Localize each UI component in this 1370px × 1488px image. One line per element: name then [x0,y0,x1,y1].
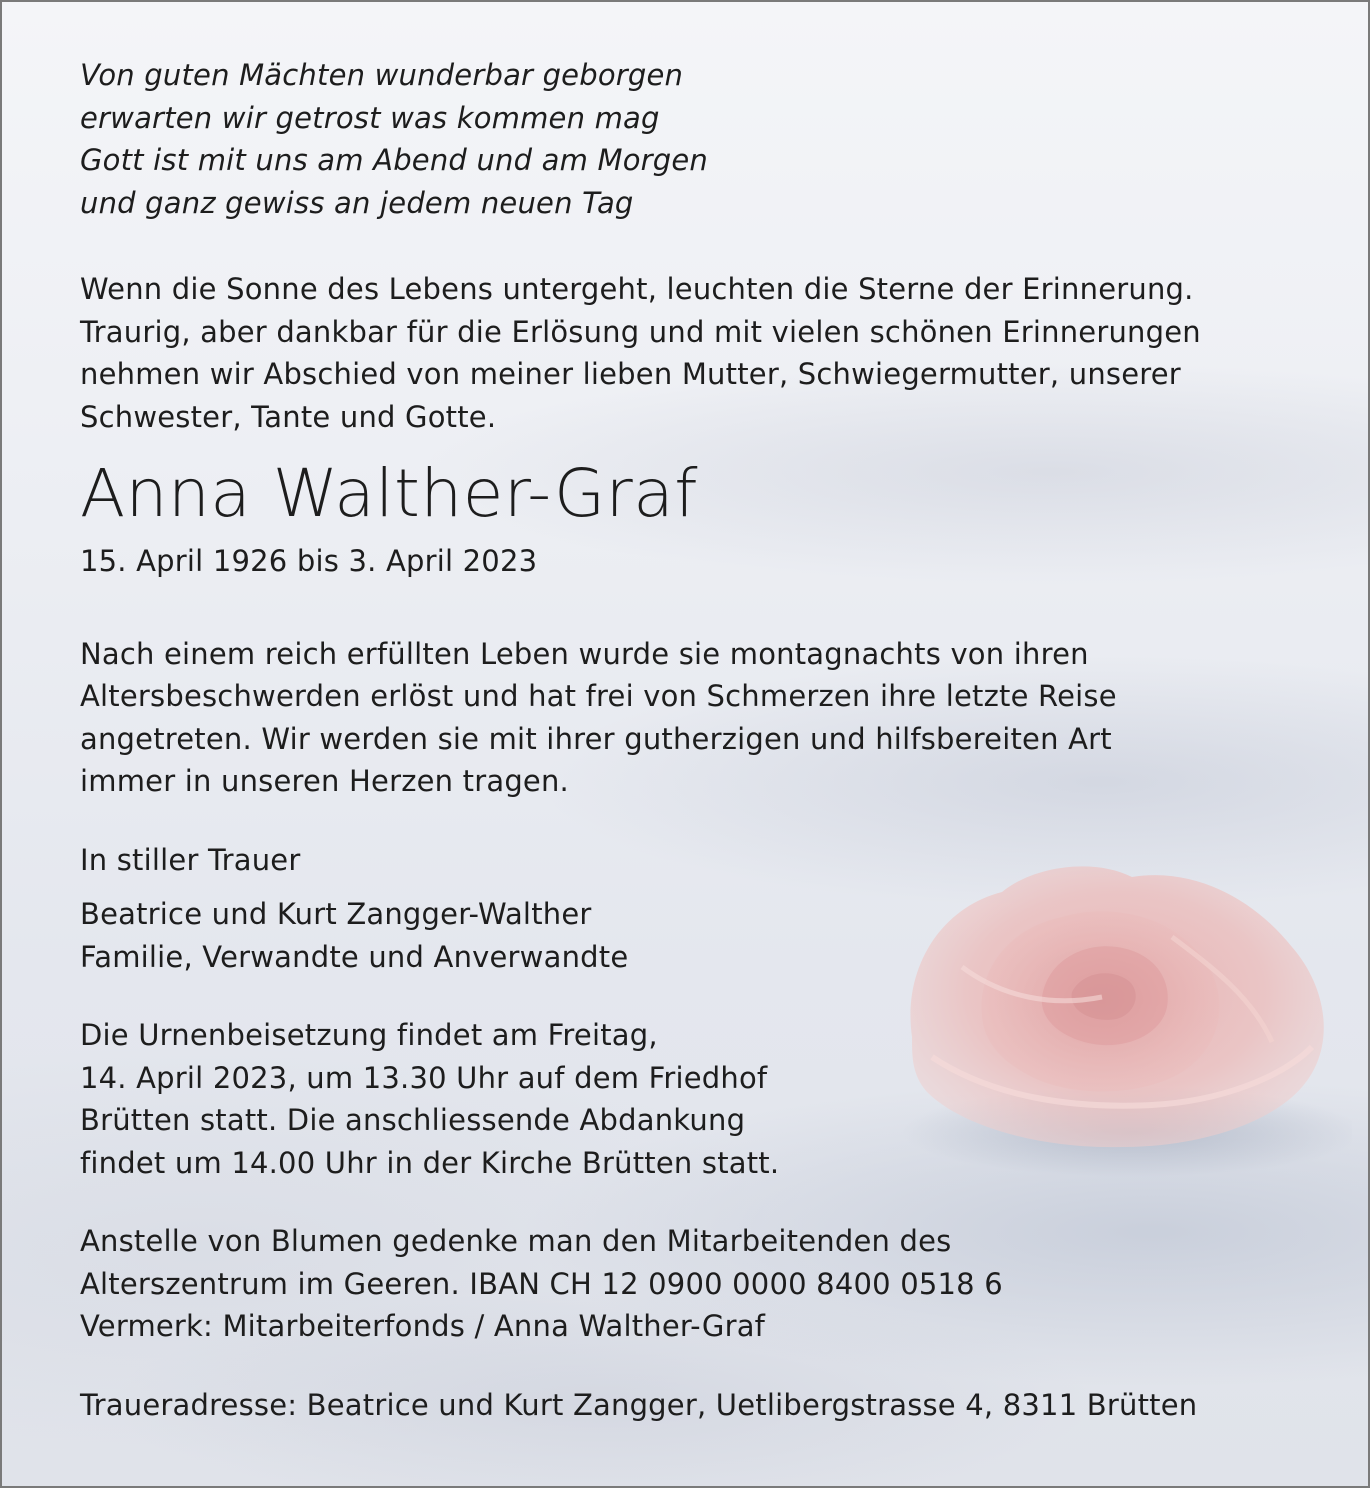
ceremony-paragraph [80,1014,1300,1184]
poem-line: und ganz gewiss an jedem neuen Tag [80,185,634,220]
deceased-name: Anna Walther-Graf [80,455,698,532]
donation-paragraph [80,1220,1300,1348]
intro-line: Traurig, aber dankbar für die Erlösung und mit vielen schönen Erinnerungen [80,314,1201,349]
ceremony-line: 14. April 2023, um 13.30 Uhr auf dem Friedhof [80,1060,768,1095]
intro-line: Schwester, Tante und Gotte. [80,399,497,434]
tribute-line: Altersbeschwerden erlöst und hat frei von Schmerzen ihre letzte Reise [80,679,1117,713]
poem-line: Gott ist mit uns am Abend und am Morgen [80,143,708,177]
intro-paragraph [80,268,1300,438]
life-dates: 15. April 1926 bis 3. April 2023 [80,544,538,578]
donation-line: Alterszentrum im Geeren. IBAN CH 12 0900 0000 8400 0518 6 [80,1266,1003,1301]
tribute-line: Nach einem reich erfüllten Leben wurde sie montagnachts von ihren [80,636,1089,671]
ceremony-line: Die Urnenbeisetzung findet am Freitag, [80,1018,658,1052]
ceremony-line: Brütten statt. Die anschliessende Abdankung [80,1103,746,1137]
intro-line: nehmen wir Abschied von meiner lieben Mutter, Schwiegermutter, unserer [80,357,1181,391]
poem-line: Von guten Mächten wunderbar geborgen [80,58,684,92]
tribute-line: angetreten. Wir werden sie mit ihrer gutherzigen und hilfsbereiten Art [80,721,1112,756]
tribute-paragraph [80,633,1300,803]
tribute-line: immer in unseren Herzen tragen. [80,764,569,798]
mourner-line: Beatrice und Kurt Zangger-Walther [80,897,592,931]
ceremony-line: findet um 14.00 Uhr in der Kirche Brütten statt. [80,1145,780,1180]
mourner-line: Familie, Verwandte und Anverwandte [80,939,629,974]
poem-verse [80,54,1300,224]
intro-line: Wenn die Sonne des Lebens untergeht, leuchten die Sterne der Erinnerung. [80,272,1194,306]
mourning-heading: In stiller Trauer [80,842,301,877]
mourners-list [80,893,1300,978]
poem-line: erwarten wir getrost was kommen mag [80,100,660,135]
notice-content [80,54,1300,1426]
donation-line: Vermerk: Mitarbeiterfonds / Anna Walther-Graf [80,1309,766,1343]
mourning-address: Traueradresse: Beatrice und Kurt Zangger, Uetlibergstrasse 4, 8311 Brütten [80,1387,1198,1422]
donation-line: Anstelle von Blumen gedenke man den Mitarbeitenden des [80,1224,952,1258]
